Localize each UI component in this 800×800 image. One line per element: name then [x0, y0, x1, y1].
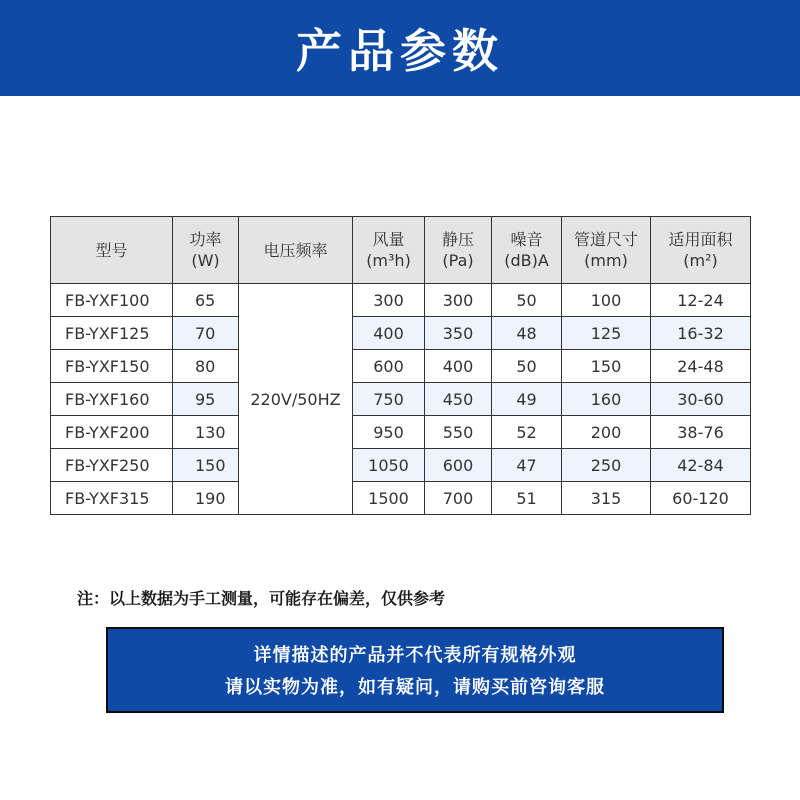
header-label: 管道尺寸: [573, 230, 638, 249]
header-noise: [492, 217, 562, 284]
cell-airflow: 600: [353, 350, 425, 383]
header-model: [51, 217, 173, 284]
cell-power: 190: [173, 482, 239, 515]
cell-area: 42-84: [651, 449, 751, 482]
cell-noise: 47: [492, 449, 562, 482]
cell-duct: 250: [562, 449, 651, 482]
cell-airflow: 950: [353, 416, 425, 449]
table-row: [51, 284, 751, 317]
cell-model: FB-YXF250: [51, 449, 173, 482]
table-row: [51, 482, 751, 515]
table-row: [51, 383, 751, 416]
cell-noise: 48: [492, 317, 562, 350]
cell-duct: 100: [562, 284, 651, 317]
cell-power: 130: [173, 416, 239, 449]
cell-pressure: 550: [425, 416, 492, 449]
cell-noise: 49: [492, 383, 562, 416]
cell-pressure: 700: [425, 482, 492, 515]
cell-duct: 125: [562, 317, 651, 350]
header-power: [173, 217, 239, 284]
disclaimer-line: 请以实物为准，如有疑问，请购买前咨询客服: [225, 677, 605, 698]
header-airflow: [353, 217, 425, 284]
cell-area: 24-48: [651, 350, 751, 383]
cell-duct: 160: [562, 383, 651, 416]
table-row: [51, 350, 751, 383]
header-label: 电压频率: [263, 240, 328, 260]
cell-airflow: 300: [353, 284, 425, 317]
header-unit: (W): [191, 251, 220, 270]
header-label: 功率: [189, 230, 222, 249]
spec-table: [50, 216, 751, 515]
cell-noise: 52: [492, 416, 562, 449]
cell-airflow: 750: [353, 383, 425, 416]
cell-area: 12-24: [651, 284, 751, 317]
cell-power: 70: [173, 317, 239, 350]
cell-model: FB-YXF315: [51, 482, 173, 515]
cell-duct: 315: [562, 482, 651, 515]
cell-noise: 50: [492, 350, 562, 383]
cell-power: 95: [173, 383, 239, 416]
header-area: [651, 217, 751, 284]
cell-area: 16-32: [651, 317, 751, 350]
table-header-row: [51, 217, 751, 284]
header-label: 适用面积: [668, 230, 733, 249]
header-unit: (m³h): [366, 251, 411, 270]
page-title: 产品参数: [296, 24, 504, 78]
cell-voltage: 220V/50HZ: [239, 284, 353, 515]
measurement-note: 注：以上数据为手工测量，可能存在偏差，仅供参考: [77, 589, 446, 608]
header-label: 风量: [372, 230, 405, 249]
header-label: 噪音: [510, 230, 543, 249]
cell-airflow: 1050: [353, 449, 425, 482]
table-row: [51, 449, 751, 482]
header-unit: (Pa): [442, 251, 474, 270]
header-voltage: [239, 217, 353, 284]
cell-model: FB-YXF200: [51, 416, 173, 449]
cell-airflow: 1500: [353, 482, 425, 515]
cell-model: FB-YXF160: [51, 383, 173, 416]
header-unit: (dB)A: [504, 251, 549, 270]
cell-area: 60-120: [651, 482, 751, 515]
cell-duct: 150: [562, 350, 651, 383]
header-unit: (m²): [683, 251, 718, 270]
header-label: 静压: [441, 230, 474, 249]
disclaimer-line: 详情描述的产品并不代表所有规格外观: [253, 645, 577, 666]
header-banner: [0, 0, 800, 96]
cell-model: FB-YXF100: [51, 284, 173, 317]
cell-noise: 50: [492, 284, 562, 317]
cell-model: FB-YXF150: [51, 350, 173, 383]
cell-pressure: 450: [425, 383, 492, 416]
table-row: [51, 317, 751, 350]
disclaimer-box: [106, 627, 724, 713]
header-unit: (mm): [584, 251, 628, 270]
cell-noise: 51: [492, 482, 562, 515]
header-pressure: [425, 217, 492, 284]
cell-power: 65: [173, 284, 239, 317]
cell-area: 30-60: [651, 383, 751, 416]
cell-area: 38-76: [651, 416, 751, 449]
cell-pressure: 600: [425, 449, 492, 482]
cell-duct: 200: [562, 416, 651, 449]
table-row: [51, 416, 751, 449]
cell-power: 80: [173, 350, 239, 383]
cell-model: FB-YXF125: [51, 317, 173, 350]
header-label: 型号: [95, 240, 128, 260]
cell-pressure: 300: [425, 284, 492, 317]
cell-pressure: 400: [425, 350, 492, 383]
cell-power: 150: [173, 449, 239, 482]
cell-pressure: 350: [425, 317, 492, 350]
header-duct: [562, 217, 651, 284]
cell-airflow: 400: [353, 317, 425, 350]
